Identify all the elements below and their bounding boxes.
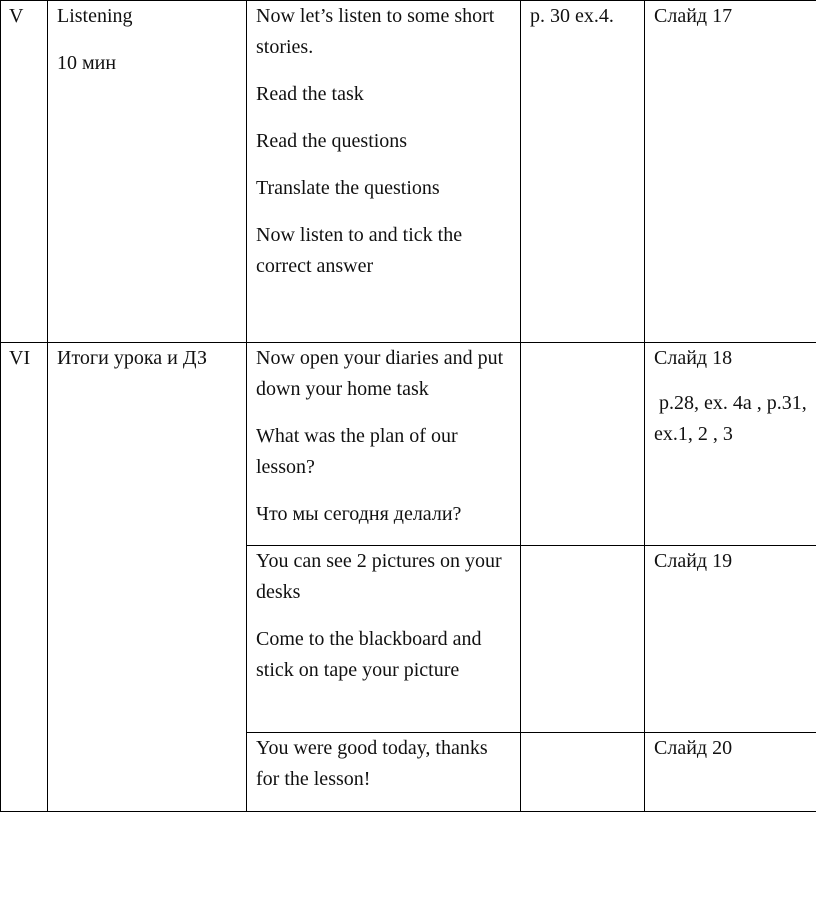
material-cell <box>521 343 645 546</box>
teacher-speech-cell <box>247 733 521 812</box>
slide-label: Слайд 18 <box>654 347 733 369</box>
slide-cell <box>645 546 816 733</box>
teacher-line: Read the task <box>256 83 364 105</box>
teacher-line: Translate the questions <box>256 177 440 199</box>
teacher-speech-cell <box>247 343 521 546</box>
stage-cell <box>1 1 48 343</box>
teacher-line: You were good today, thanks for the lesson! <box>256 737 493 790</box>
slide-cell <box>645 343 816 546</box>
slide-label: Слайд 19 <box>654 550 733 572</box>
activity-title: Итоги урока и ДЗ <box>57 347 207 369</box>
table-row <box>1 343 816 546</box>
slide-label: Слайд 20 <box>654 737 733 759</box>
material-cell <box>521 1 645 343</box>
activity-cell <box>48 1 247 343</box>
stage-number: VI <box>9 347 31 369</box>
activity-duration: 10 мин <box>57 52 117 74</box>
teacher-line: Read the questions <box>256 130 408 152</box>
material-cell <box>521 546 645 733</box>
activity-title: Listening <box>57 5 133 27</box>
table-row <box>1 1 816 343</box>
stage-number: V <box>9 5 24 27</box>
activity-cell <box>48 343 247 812</box>
teacher-line: Now let’s listen to some short stories. <box>256 5 500 58</box>
material-reference: p. 30 ex.4. <box>530 5 614 27</box>
slide-cell <box>645 1 816 343</box>
slide-cell <box>645 733 816 812</box>
teacher-line: What was the plan of our lesson? <box>256 425 463 478</box>
teacher-speech-cell <box>247 1 521 343</box>
teacher-line: Come to the blackboard and stick on tape your picture <box>256 628 487 681</box>
slide-label: Слайд 17 <box>654 5 733 27</box>
teacher-speech-cell <box>247 546 521 733</box>
teacher-line: You can see 2 pictures on your desks <box>256 550 507 603</box>
homework-note: p.28, ex. 4a , p.31, ex.1, 2 , 3 <box>654 392 812 445</box>
stage-cell <box>1 343 48 812</box>
teacher-line: Что мы сегодня делали? <box>256 503 462 525</box>
material-cell <box>521 733 645 812</box>
teacher-line: Now open your diaries and put down your home task <box>256 347 509 400</box>
teacher-line: Now listen to and tick the correct answer <box>256 224 468 277</box>
